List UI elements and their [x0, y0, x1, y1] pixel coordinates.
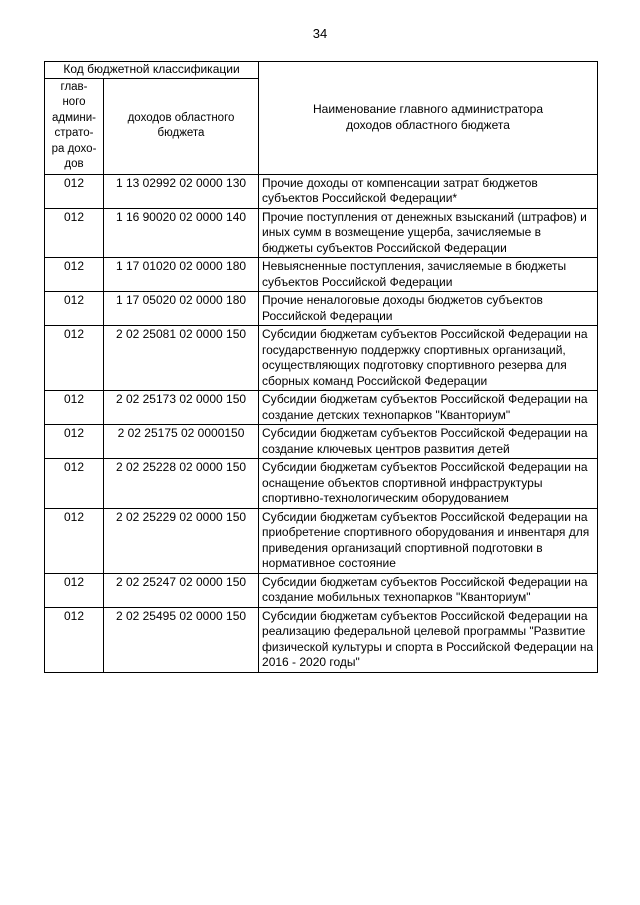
revenue-code-cell: 2 02 25229 02 0000 150 [104, 508, 259, 573]
revenue-code-cell: 2 02 25247 02 0000 150 [104, 573, 259, 607]
table-row [45, 258, 598, 292]
administrator-name-cell: Субсидии бюджетам субъектов Российской Федерации на создание мобильных технопарков "Кванториум" [259, 573, 598, 607]
table-row [45, 292, 598, 326]
revenue-code-cell: 2 02 25081 02 0000 150 [104, 326, 259, 391]
administrator-name-cell: Невыясненные поступления, зачисляемые в бюджеты субъектов Российской Федерации [259, 258, 598, 292]
table-row [45, 208, 598, 258]
table-row [45, 607, 598, 672]
administrator-name-cell: Прочие неналоговые доходы бюджетов субъектов Российской Федерации [259, 292, 598, 326]
admin-code-cell: 012 [45, 459, 104, 509]
administrator-name-cell: Субсидии бюджетам субъектов Российской Федерации на государственную поддержку спортивных организаций, осуществляющих подготовку спортивного резерва для сборных команд Российской Федерации [259, 326, 598, 391]
administrator-name-cell: Прочие поступления от денежных взысканий (штрафов) и иных сумм в возмещение ущерба, зачисляемые в бюджеты субъектов Российской Федерации [259, 208, 598, 258]
header-row-top [45, 62, 598, 79]
admin-code-cell: 012 [45, 607, 104, 672]
table-row [45, 174, 598, 208]
revenue-code-cell: 1 16 90020 02 0000 140 [104, 208, 259, 258]
revenue-code-header: доходов областного бюджета [104, 78, 259, 174]
table-row [45, 326, 598, 391]
administrator-name-cell: Субсидии бюджетам субъектов Российской Федерации на реализацию федеральной целевой программы "Развитие физической культуры и спорта в Российской Федерации на 2016 - 2020 годы" [259, 607, 598, 672]
administrator-name-header: Наименование главного администратора доходов областного бюджета [259, 62, 598, 175]
admin-code-cell: 012 [45, 292, 104, 326]
administrator-name-cell: Субсидии бюджетам субъектов Российской Федерации на оснащение объектов спортивной инфраструктуры спортивно-технологическим оборудованием [259, 459, 598, 509]
admin-code-cell: 012 [45, 208, 104, 258]
table-row [45, 391, 598, 425]
table-row [45, 508, 598, 573]
admin-code-cell: 012 [45, 425, 104, 459]
admin-code-cell: 012 [45, 391, 104, 425]
table-row [45, 425, 598, 459]
admin-code-cell: 012 [45, 326, 104, 391]
table-row [45, 459, 598, 509]
admin-code-header: глав- ного админи- страто- ра дохо- дов [45, 78, 104, 174]
revenue-code-cell: 2 02 25495 02 0000 150 [104, 607, 259, 672]
administrator-name-cell: Субсидии бюджетам субъектов Российской Федерации на создание детских технопарков "Кванториум" [259, 391, 598, 425]
administrator-name-cell: Субсидии бюджетам субъектов Российской Федерации на создание ключевых центров развития детей [259, 425, 598, 459]
classification-header: Код бюджетной классификации [45, 62, 259, 79]
admin-code-cell: 012 [45, 174, 104, 208]
revenue-code-cell: 2 02 25228 02 0000 150 [104, 459, 259, 509]
administrator-name-cell: Прочие доходы от компенсации затрат бюджетов субъектов Российской Федерации* [259, 174, 598, 208]
budget-classification-table [44, 61, 598, 673]
revenue-code-cell: 2 02 25173 02 0000 150 [104, 391, 259, 425]
revenue-code-cell: 1 13 02992 02 0000 130 [104, 174, 259, 208]
revenue-code-cell: 2 02 25175 02 0000150 [104, 425, 259, 459]
admin-code-cell: 012 [45, 573, 104, 607]
administrator-name-cell: Субсидии бюджетам субъектов Российской Федерации на приобретение спортивного оборудования и инвентаря для приведения организаций спортивной подготовки в нормативное состояние [259, 508, 598, 573]
page-number: 34 [312, 26, 328, 41]
revenue-code-cell: 1 17 01020 02 0000 180 [104, 258, 259, 292]
admin-code-cell: 012 [45, 508, 104, 573]
table-row [45, 573, 598, 607]
admin-code-cell: 012 [45, 258, 104, 292]
revenue-code-cell: 1 17 05020 02 0000 180 [104, 292, 259, 326]
